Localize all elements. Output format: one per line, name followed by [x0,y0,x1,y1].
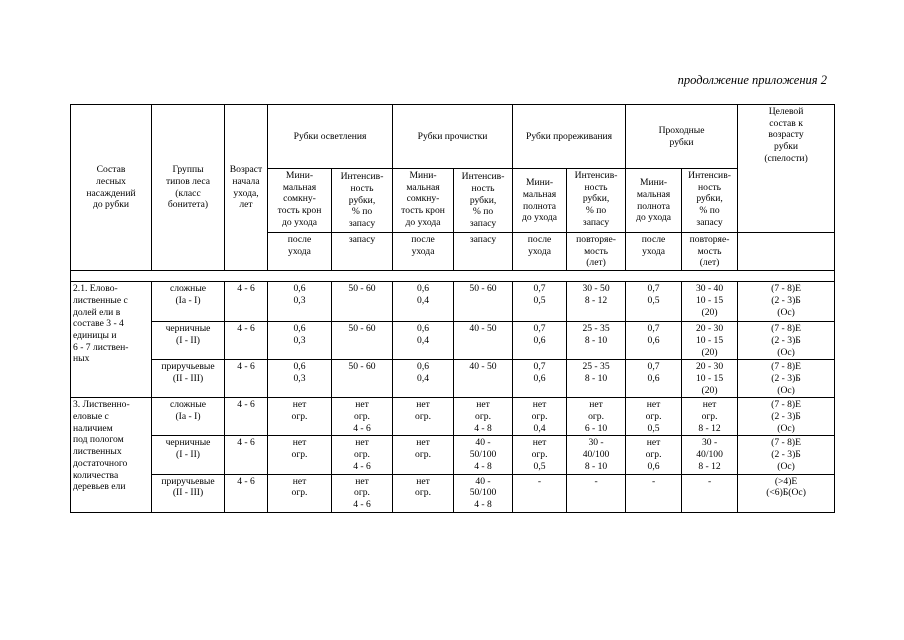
header-pro-stock: запасу [454,233,513,271]
cell-osv-min: нет огр. [268,474,332,512]
table-row [71,436,835,474]
spacer-cell [71,271,835,282]
cell-osv-int: нет огр. 4 - 6 [332,474,393,512]
cell-target: (7 - 8)Е (2 - 3)Б (Ос) [738,398,835,436]
header-target-composition: Целевой состав к возрасту рубки (спелости) [738,105,835,233]
cell-pro-min: нет огр. [393,474,454,512]
header-row-1 [71,105,835,169]
cell-target: (7 - 8)Е (2 - 3)Б (Ос) [738,282,835,322]
cell-phd-min: - [626,474,682,512]
cell-composition: 2.1. Елово- лиственные с долей ели в составе 3 - 4 единицы и 6 - 7 листвен- ных [71,282,152,398]
cell-target: (7 - 8)Е (2 - 3)Б (Ос) [738,322,835,360]
cell-pro-min: нет огр. [393,398,454,436]
cell-osv-int: 50 - 60 [332,282,393,322]
cell-phd-min: 0,7 0,6 [626,322,682,360]
table-row [71,474,835,512]
cell-age: 4 - 6 [225,474,268,512]
header-start-age: Возраст начала ухода, лет [225,105,268,271]
cell-prr-int: 30 - 50 8 - 12 [567,282,626,322]
table-row [71,322,835,360]
cell-prr-int: нет огр. 6 - 10 [567,398,626,436]
cell-prr-min: 0,7 0,6 [513,360,567,398]
cell-group: приручьевые (II - III) [152,360,225,398]
cell-age: 4 - 6 [225,360,268,398]
spacer-row [71,271,835,282]
cell-phd-int: 20 - 30 10 - 15 (20) [682,322,738,360]
cell-pro-min: 0,6 0,4 [393,282,454,322]
thinning-table [70,104,835,513]
cell-target: (7 - 8)Е (2 - 3)Б (Ос) [738,360,835,398]
cell-pro-int: 50 - 60 [454,282,513,322]
header-prr-min-density: Мини- мальная полнота до ухода [513,169,567,233]
header-phd-after: после ухода [626,233,682,271]
cell-pro-int: 40 - 50 [454,360,513,398]
header-composition: Состав лесных насаждений до рубки [71,105,152,271]
cell-osv-int: нет огр. 4 - 6 [332,398,393,436]
cell-pro-int: 40 - 50 [454,322,513,360]
cell-pro-min: нет огр. [393,436,454,474]
header-phd-intensity: Интенсив- ность рубки, % по запасу [682,169,738,233]
cell-prr-int: - [567,474,626,512]
cell-phd-int: 30 - 40 10 - 15 (20) [682,282,738,322]
cell-group: приручьевые (II - III) [152,474,225,512]
cell-prr-int: 30 - 40/100 8 - 10 [567,436,626,474]
table-row [71,282,835,322]
table-row [71,398,835,436]
cell-osv-min: нет огр. [268,436,332,474]
header-prochistki: Рубки прочистки [393,105,513,169]
header-prorezhivanie: Рубки прореживания [513,105,626,169]
cell-pro-int: нет огр. 4 - 8 [454,398,513,436]
header-prr-intensity: Интенсив- ность рубки, % по запасу [567,169,626,233]
cell-phd-min: нет огр. 0,6 [626,436,682,474]
cell-prr-int: 25 - 35 8 - 10 [567,360,626,398]
header-osvetlenie: Рубки осветления [268,105,393,169]
appendix-caption: продолжение приложения 2 [677,73,827,87]
cell-target: (>4)Е (<6)Б(Ос) [738,474,835,512]
cell-phd-min: 0,7 0,5 [626,282,682,322]
header-pro-after: после ухода [393,233,454,271]
cell-age: 4 - 6 [225,322,268,360]
header-osv-intensity: Интенсив- ность рубки, % по запасу [332,169,393,233]
cell-pro-int: 40 - 50/100 4 - 8 [454,436,513,474]
cell-osv-min: 0,6 0,3 [268,360,332,398]
cell-pro-min: 0,6 0,4 [393,322,454,360]
cell-prr-min: нет огр. 0,5 [513,436,567,474]
header-phd-repeat: повторяе- мость (лет) [682,233,738,271]
cell-phd-min: нет огр. 0,5 [626,398,682,436]
cell-target: (7 - 8)Е (2 - 3)Б (Ос) [738,436,835,474]
cell-osv-min: 0,6 0,3 [268,282,332,322]
header-pro-intensity: Интенсив- ность рубки, % по запасу [454,169,513,233]
header-osv-after: после ухода [268,233,332,271]
cell-prr-int: 25 - 35 8 - 10 [567,322,626,360]
cell-phd-min: 0,7 0,6 [626,360,682,398]
cell-phd-int: - [682,474,738,512]
cell-osv-int: нет огр. 4 - 6 [332,436,393,474]
table-row [71,360,835,398]
cell-group: черничные (I - II) [152,436,225,474]
cell-prr-min: нет огр. 0,4 [513,398,567,436]
header-pro-min-crown: Мини- мальная сомкну- тость крон до ухода [393,169,454,233]
cell-composition: 3. Лиственно- еловые с наличием под пологом лиственных достаточного количества деревьев ели [71,398,152,512]
cell-phd-int: 30 - 40/100 8 - 12 [682,436,738,474]
header-prr-repeat: повторяе- мость (лет) [567,233,626,271]
cell-age: 4 - 6 [225,436,268,474]
cell-pro-min: 0,6 0,4 [393,360,454,398]
cell-osv-min: нет огр. [268,398,332,436]
cell-group: черничные (I - II) [152,322,225,360]
header-prohodnye: Проходные рубки [626,105,738,169]
header-prr-after: после ухода [513,233,567,271]
cell-age: 4 - 6 [225,282,268,322]
cell-osv-int: 50 - 60 [332,322,393,360]
cell-age: 4 - 6 [225,398,268,436]
cell-phd-int: нет огр. 8 - 12 [682,398,738,436]
cell-osv-int: 50 - 60 [332,360,393,398]
header-forest-groups: Группы типов леса (класс бонитета) [152,105,225,271]
cell-prr-min: - [513,474,567,512]
cell-group: сложные (Ia - I) [152,398,225,436]
header-target-empty [738,233,835,271]
cell-prr-min: 0,7 0,5 [513,282,567,322]
cell-pro-int: 40 - 50/100 4 - 8 [454,474,513,512]
cell-osv-min: 0,6 0,3 [268,322,332,360]
cell-group: сложные (Ia - I) [152,282,225,322]
header-phd-min-density: Мини- мальная полнота до ухода [626,169,682,233]
header-osv-stock: запасу [332,233,393,271]
header-osv-min-crown: Мини- мальная сомкну- тость крон до ухода [268,169,332,233]
cell-prr-min: 0,7 0,6 [513,322,567,360]
cell-phd-int: 20 - 30 10 - 15 (20) [682,360,738,398]
